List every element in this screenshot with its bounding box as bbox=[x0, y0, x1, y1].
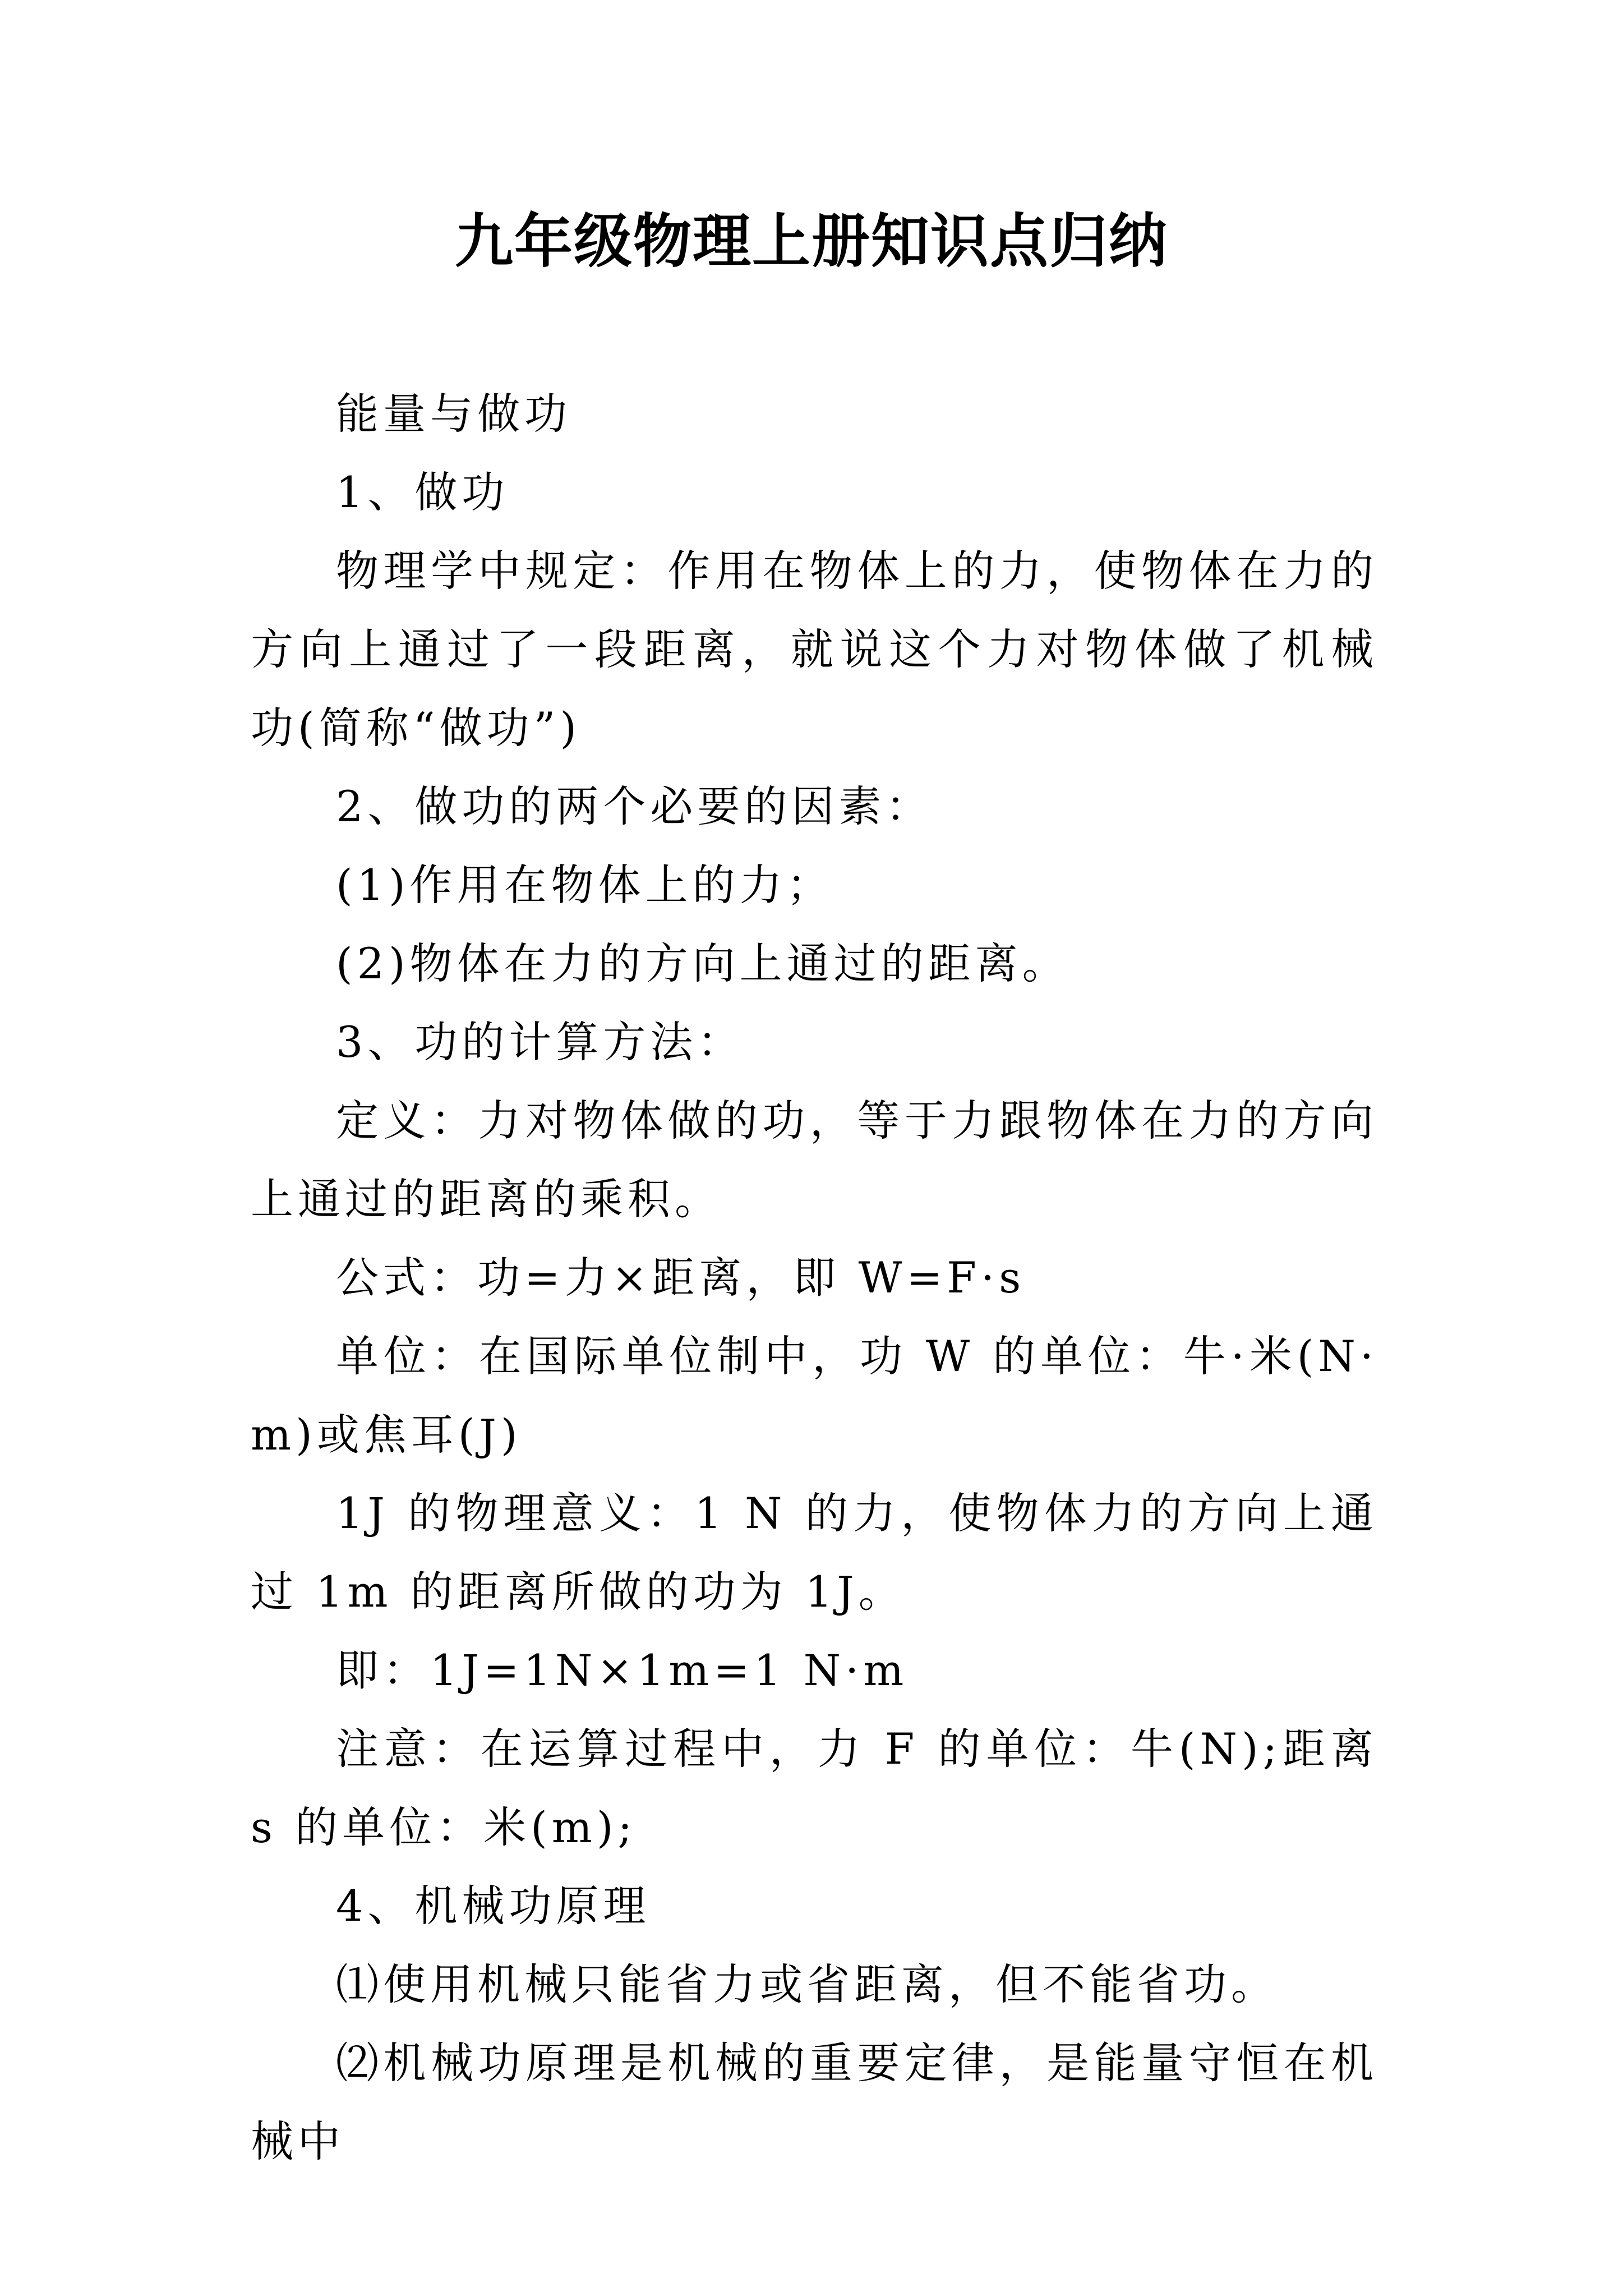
item-heading: 3、功的计算方法： bbox=[336, 1017, 745, 1067]
formula-line: 公式：功=力×距离，即 W=F·s bbox=[336, 1253, 1026, 1303]
list-item: ⑴使用机械只能省力或省距离，但不能省功。 bbox=[336, 1959, 1278, 2009]
paragraph: 物理学中规定：作用在物体上的力，使物体在力的方向上通过了一段距离，就说这个力对物体做了机械功(简称“做功”) bbox=[251, 546, 1378, 753]
paragraph: 1J 的物理意义：1 N 的力，使物体力的方向上通过 1m 的距离所做的功为 1J。 bbox=[251, 1488, 1378, 1617]
document-body bbox=[251, 375, 1378, 2181]
list-item: (1)作用在物体上的力； bbox=[336, 860, 834, 910]
paragraph: 单位：在国际单位制中，功 W 的单位：牛·米(N·m)或焦耳(J) bbox=[251, 1331, 1378, 1460]
item-heading: 2、做功的两个必要的因素： bbox=[336, 781, 933, 831]
section-heading: 能量与做功 bbox=[336, 389, 571, 439]
formula-line: 即：1J=1N×1m=1 N·m bbox=[336, 1645, 909, 1695]
item-heading: 1、做功 bbox=[336, 467, 509, 517]
document-title: 九年级物理上册知识点归纳 bbox=[454, 206, 1168, 275]
paragraph: 注意：在运算过程中，力 F 的单位：牛(N);距离 s 的单位：米(m); bbox=[251, 1724, 1378, 1852]
item-heading: 4、机械功原理 bbox=[336, 1881, 651, 1931]
paragraph: 定义：力对物体做的功，等于力跟物体在力的方向上通过的距离的乘积。 bbox=[251, 1096, 1378, 1224]
list-item: ⑵机械功原理是机械的重要定律，是能量守恒在机械中 bbox=[251, 2038, 1378, 2166]
list-item: (2)物体在力的方向上通过的距离。 bbox=[336, 938, 1069, 988]
